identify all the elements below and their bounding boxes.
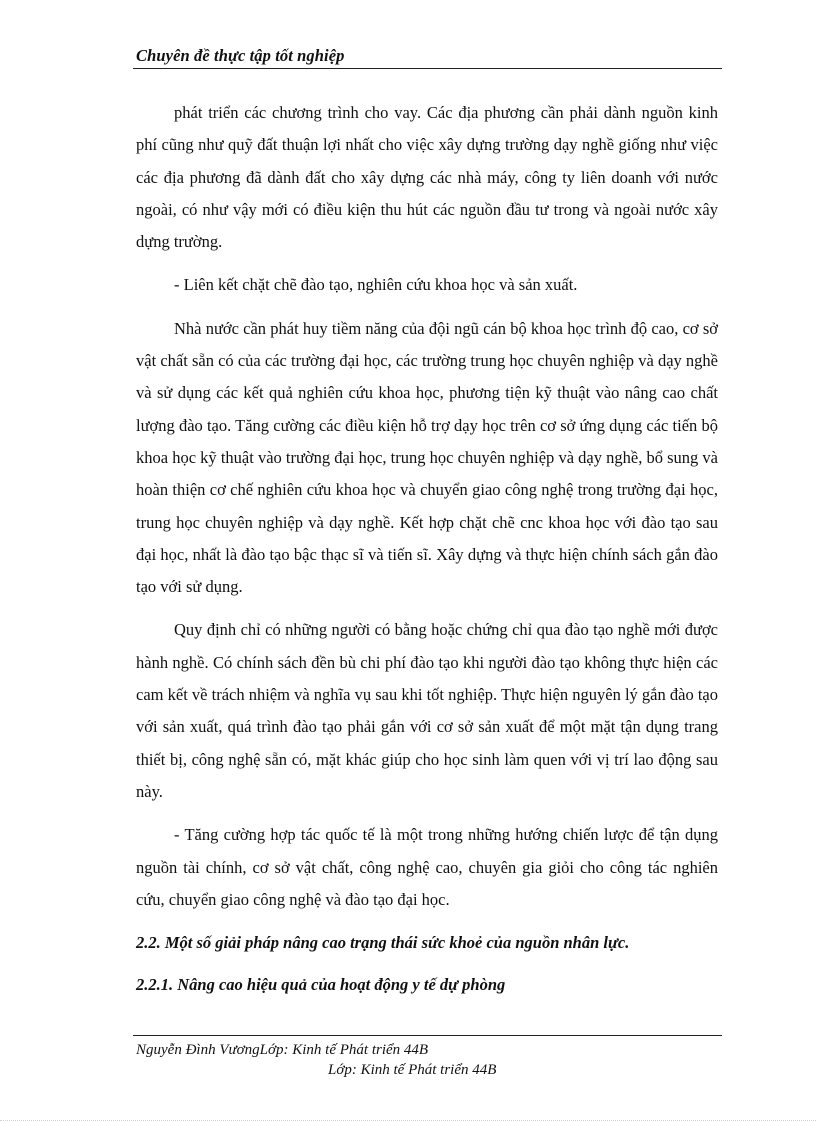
body-text (136, 97, 718, 1013)
page-edge-divider (0, 1120, 816, 1121)
footer-author-line: Nguyễn Đình VươngLớp: Kinh tế Phát triển 44B (136, 1042, 429, 1058)
paragraph: - Liên kết chặt chẽ đào tạo, nghiên cứu khoa học và sản xuất. (174, 275, 578, 295)
footer (136, 1040, 718, 1080)
header-rule (133, 68, 722, 69)
header-title: Chuyên đề thực tập tốt nghiệp (136, 46, 345, 65)
paragraph: Nhà nước cần phát huy tiềm năng của đội ngũ cán bộ khoa học trình độ cao, cơ sở vật chất sẵn có của các trường đại học, các trường trung học chuyên nghiệp và dạy nghề và sử dụng các kết quả nghiên cứu khoa học, phương tiện kỹ thuật vào nâng cao chất lượng đào tạo. Tăng cường các điều kiện hỗ trợ dạy học trên cơ sở ứng dụng các tiến bộ khoa học kỹ thuật vào trường đại học, trung học chuyên nghiệp và dạy nghề, bổ sung và hoàn thiện cơ chế nghiên cứu khoa học và chuyển giao công nghệ trong trường đại học, trung học chuyên nghiệp và dạy nghề. Kết hợp chặt chẽ cnc khoa học với đào tạo sau đại học, nhất là đào tạo bậc thạc sĩ và tiến sĩ. Xây dựng và thực hiện chính sách gắn đào tạo với sử dụng. (136, 318, 718, 597)
footer-rule (133, 1035, 722, 1036)
footer-class-line: Lớp: Kinh tế Phát triển 44B (328, 1062, 497, 1078)
paragraph: phát triển các chương trình cho vay. Các địa phương cần phải dành nguồn kinh phí cũng như quỹ đất thuận lợi nhất cho việc xây dựng trường dạy nghề giống như việc các địa phương đã dành đất cho xây dựng các nhà máy, công ty liên doanh với nước ngoài, có như vậy mới có điều kiện thu hút các nguồn đầu tư trong và ngoài nước xây dựng trường. (136, 103, 718, 252)
paragraph: Quy định chỉ có những người có bằng hoặc chứng chỉ qua đào tạo nghề mới được hành nghề. Có chính sách đền bù chi phí đào tạo khi người đào tạo không thực hiện các cam kết về trách nhiệm và nghĩa vụ sau khi tốt nghiệp. Thực hiện nguyên lý gắn đào tạo với sản xuất, quá trình đào tạo phải gắn với cơ sở sản xuất để một mặt tận dụng trang thiết bị, công nghệ sẵn có, mặt khác giúp cho học sinh làm quen với vị trí lao động sau này. (136, 620, 718, 801)
section-heading-2-2-1: 2.2.1. Nâng cao hiệu quả của hoạt động y tế dự phòng (136, 975, 506, 995)
section-heading-2-2: 2.2. Một số giải pháp nâng cao trạng thái sức khoẻ của nguồn nhân lực. (136, 933, 630, 953)
paragraph: - Tăng cường hợp tác quốc tế là một trong những hướng chiến lược để tận dụng nguồn tài chính, cơ sở vật chất, công nghệ cao, chuyên gia giỏi cho công tác nghiên cứu, chuyển giao công nghệ và đào tạo đại học. (136, 825, 718, 909)
